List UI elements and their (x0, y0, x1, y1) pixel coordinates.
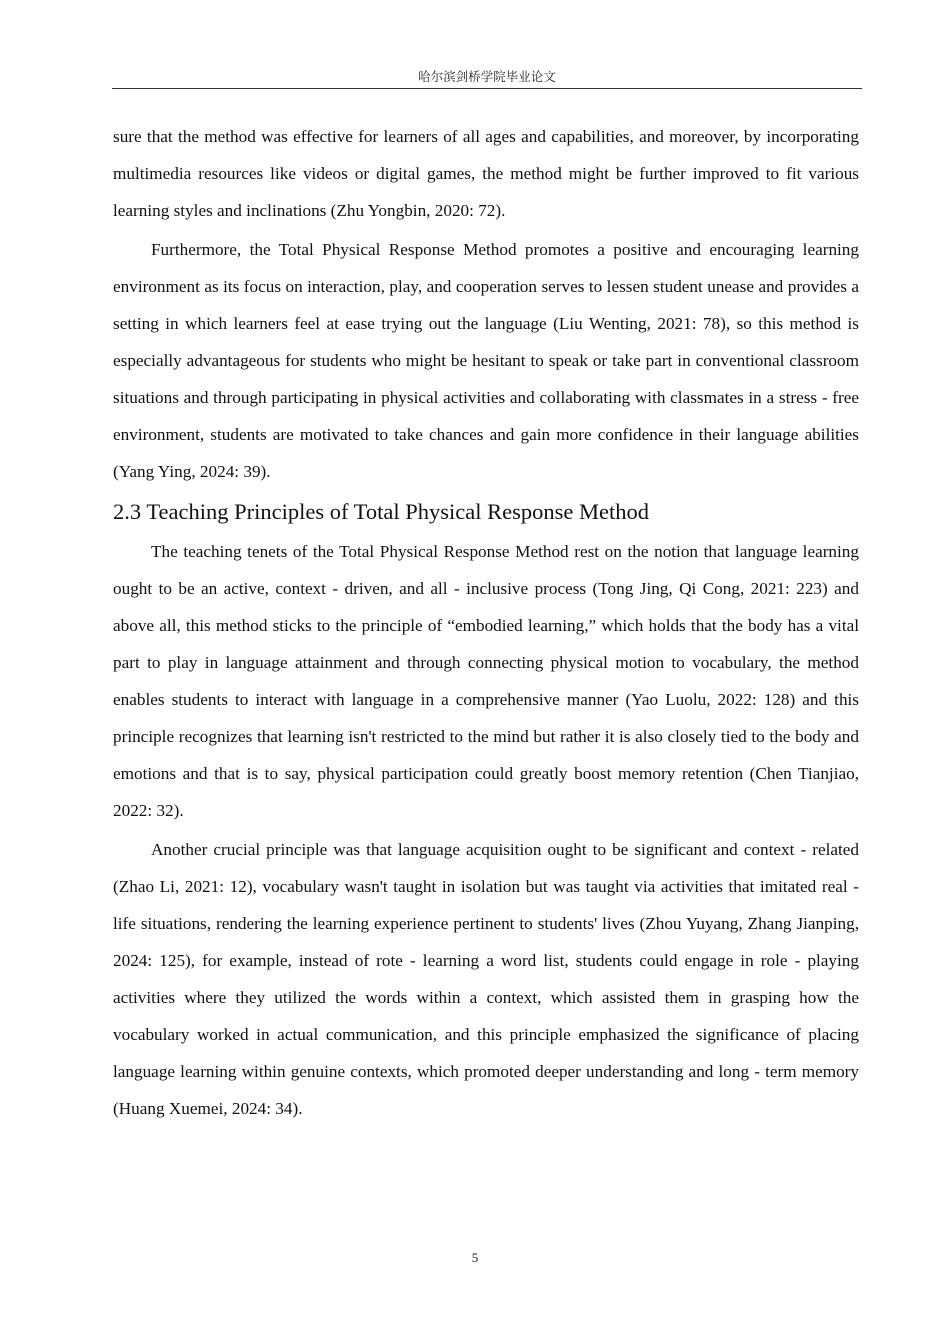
header-rule (112, 88, 862, 89)
paragraph: The teaching tenets of the Total Physical Response Method rest on the notion that language learning ought to be an active, context - driven, and all - inclusive process (Tong Jing, Qi Cong, 2021: 223) and above all, this method sticks to the principle of “embodied learning,” which holds that the body has a vital part to play in language attainment and through connecting physical motion to vocabulary, the method enables students to interact with language in a comprehensive manner (Yao Luolu, 2022: 128) and this principle recognizes that learning isn't restricted to the mind but rather it is also closely tied to the body and emotions and that is to say, physical participation could greatly boost memory retention (Chen Tianjiao, 2022: 32). (113, 542, 859, 820)
running-header: 哈尔滨剑桥学院毕业论文 (418, 69, 556, 84)
page-number: 5 (471, 1250, 479, 1265)
paragraph-continued: sure that the method was effective for learners of all ages and capabilities, and moreover, by incorporating multimedia resources like videos or digital games, the method might be further improved to fit various learning styles and inclinations (Zhu Yongbin, 2020: 72). (113, 127, 859, 220)
paragraph: Another crucial principle was that language acquisition ought to be significant and context - related (Zhao Li, 2021: 12), vocabulary wasn't taught in isolation but was taught via activities that imitated real - life situations, rendering the learning experience pertinent to students' lives (Zhou Yuyang, Zhang Jianping, 2024: 125), for example, instead of rote - learning a word list, students could engage in role - playing activities where they utilized the words within a context, which assisted them in grasping how the vocabulary worked in actual communication, and this principle emphasized the significance of placing language learning within genuine contexts, which promoted deeper understanding and long - term memory (Huang Xuemei, 2024: 34). (113, 840, 859, 1118)
body-text (113, 118, 859, 1127)
paragraph: Furthermore, the Total Physical Response Method promotes a positive and encouraging learning environment as its focus on interaction, play, and cooperation serves to lessen student unease and provides a setting in which learners feel at ease trying out the language (Liu Wenting, 2021: 78), so this method is especially advantageous for students who might be hesitant to speak or take part in conventional classroom situations and through participating in physical activities and collaborating with classmates in a stress - free environment, students are motivated to take chances and gain more confidence in their language abilities (Yang Ying, 2024: 39). (113, 240, 859, 481)
section-heading: 2.3 Teaching Principles of Total Physical Response Method (113, 499, 649, 524)
